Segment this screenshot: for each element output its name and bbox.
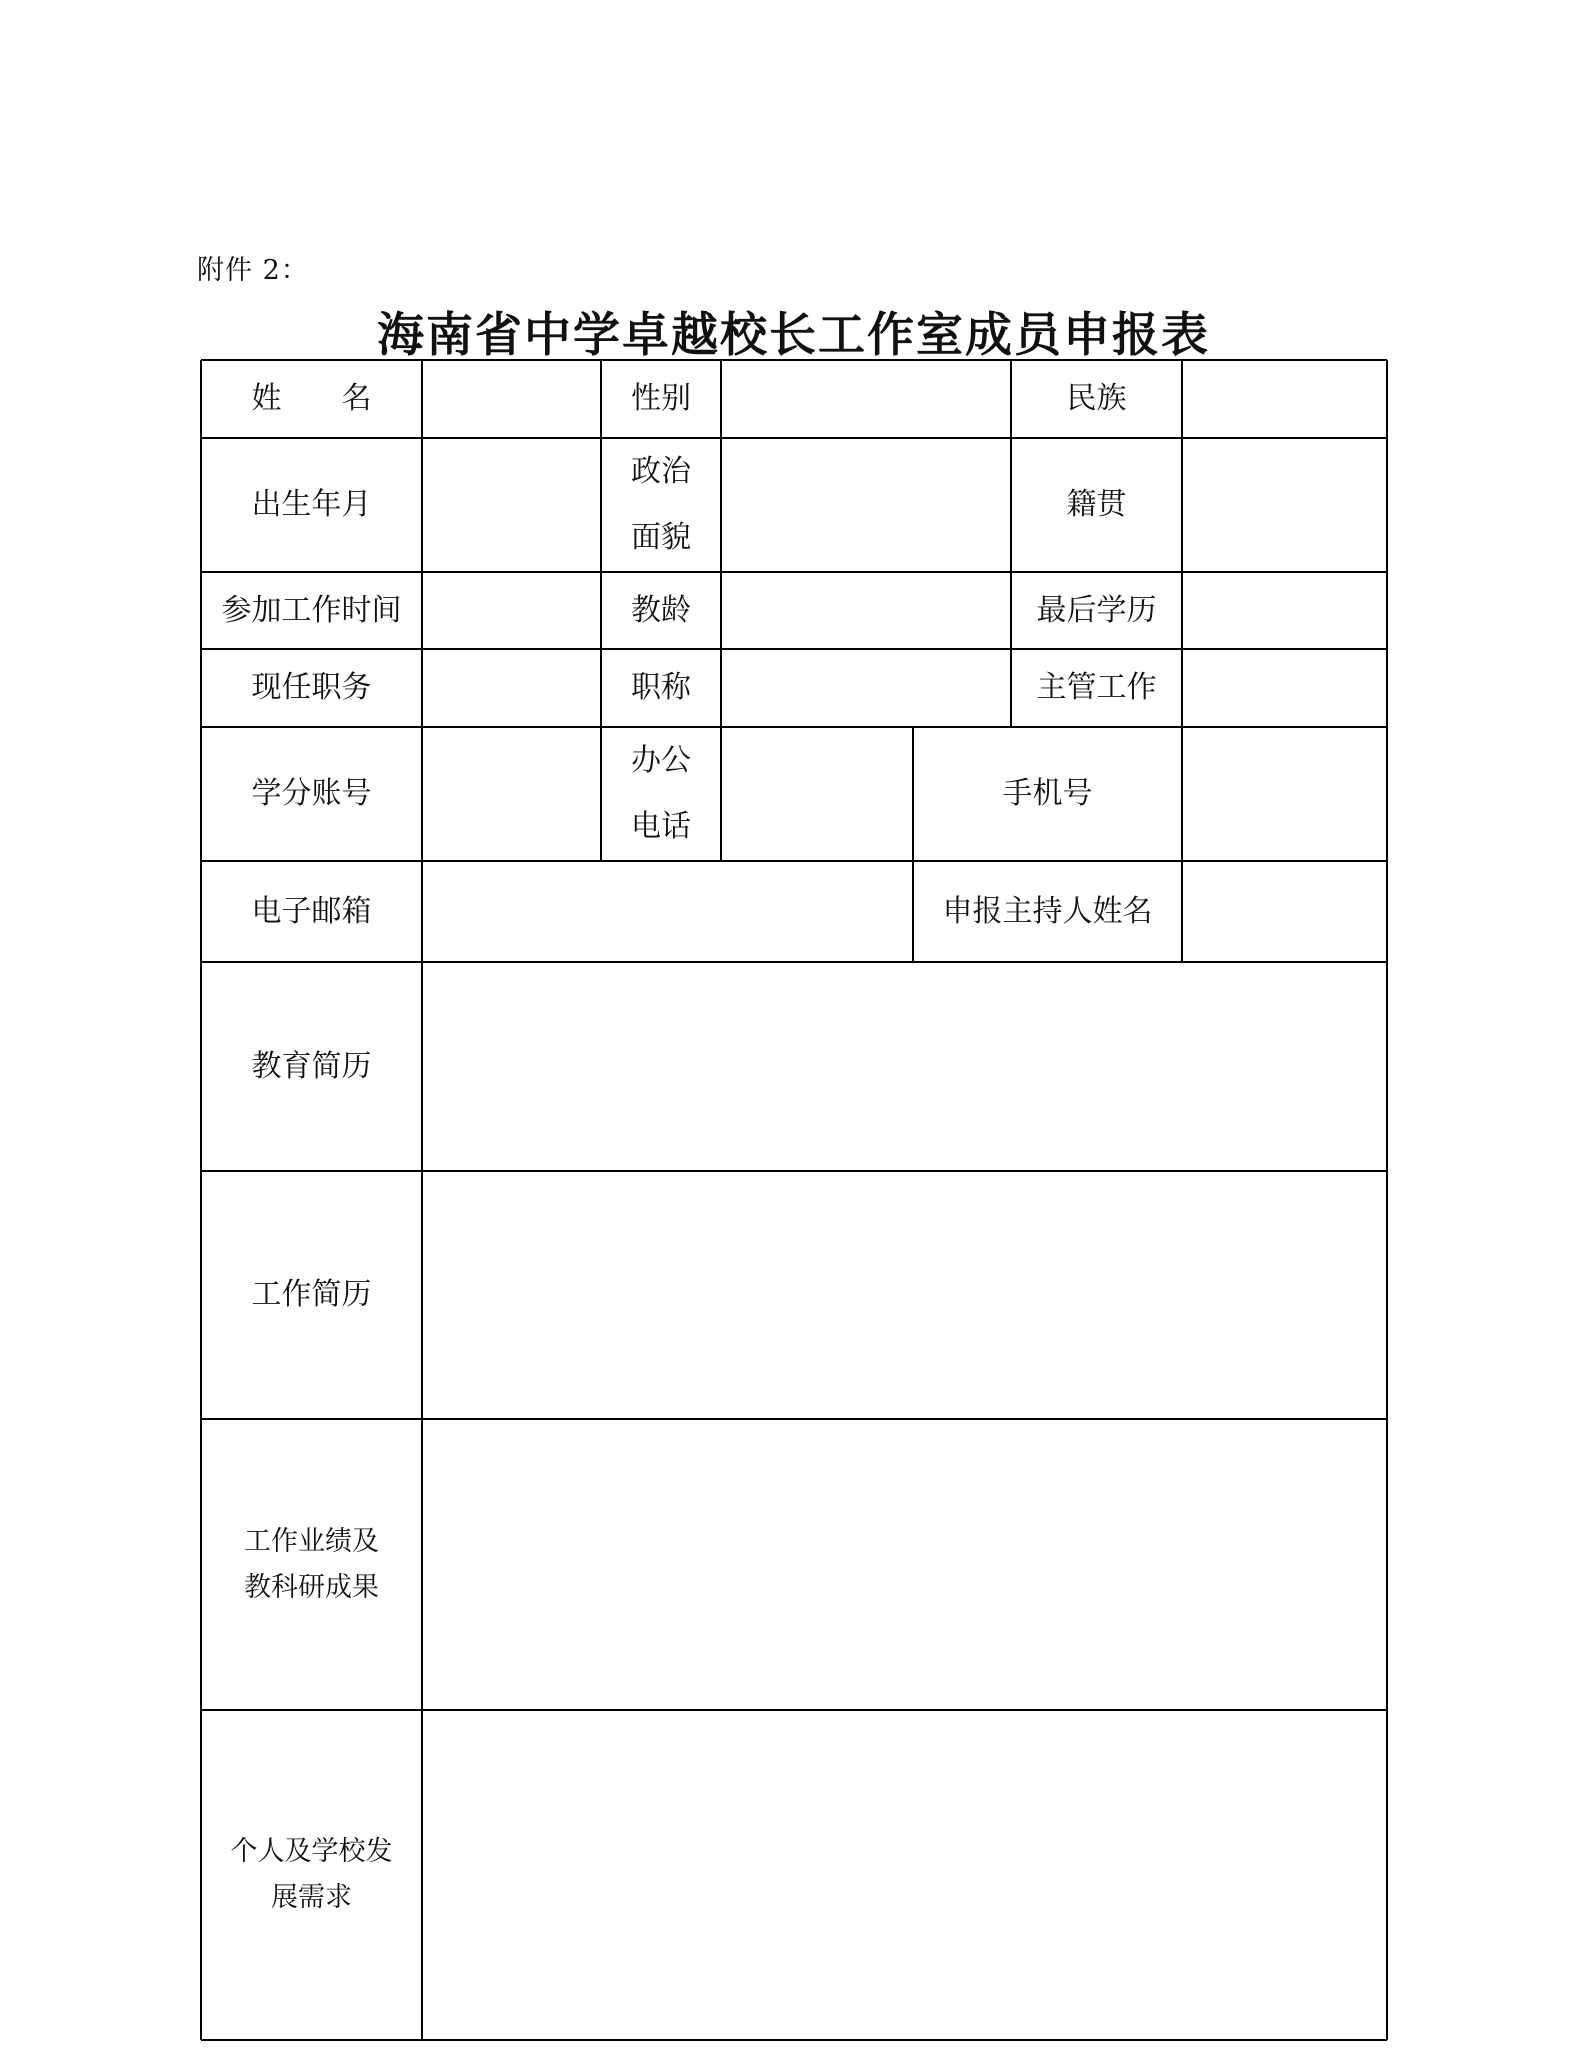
teaching-years-field[interactable] — [721, 572, 1011, 649]
email-label: 电子邮箱 — [251, 893, 372, 929]
position-label: 现任职务 — [251, 670, 372, 705]
education-history-field[interactable] — [422, 962, 1387, 1171]
teaching-years-label: 教龄 — [631, 592, 691, 628]
birth-label: 出生年月 — [251, 487, 372, 522]
attachment-label: 附件 2： — [197, 255, 309, 286]
host-name-field[interactable] — [1182, 861, 1387, 962]
credit-account-label: 学分账号 — [251, 776, 372, 811]
achievements-field[interactable] — [422, 1419, 1387, 1710]
education-field[interactable] — [1182, 572, 1387, 649]
credit-account-field[interactable] — [422, 727, 601, 861]
work-history-label: 工作简历 — [251, 1277, 372, 1312]
title-rank-field[interactable] — [721, 649, 1011, 727]
office-phone-field[interactable] — [721, 727, 913, 861]
achievements-label-line2: 教科研成果 — [244, 1571, 379, 1603]
native-place-label: 籍贯 — [1066, 487, 1127, 522]
work-start-field[interactable] — [422, 572, 601, 649]
host-name-label: 申报主持人姓名 — [942, 893, 1153, 929]
native-place-field[interactable] — [1182, 438, 1387, 572]
needs-label-line2: 展需求 — [271, 1882, 352, 1913]
political-field[interactable] — [721, 438, 1011, 572]
title-rank-label: 职称 — [631, 670, 691, 705]
office-phone-label-line1: 办公 — [631, 743, 691, 778]
ethnicity-label: 民族 — [1066, 381, 1127, 416]
gender-field[interactable] — [721, 360, 1011, 438]
name-field[interactable] — [422, 360, 601, 438]
political-label — [601, 438, 721, 572]
achievements-label-line1: 工作业绩及 — [244, 1525, 379, 1557]
education-history-label: 教育简历 — [251, 1048, 372, 1084]
needs-label — [201, 1710, 422, 2040]
mobile-field[interactable] — [1182, 727, 1387, 861]
education-label: 最后学历 — [1036, 592, 1157, 628]
achievements-label — [201, 1419, 422, 1710]
needs-label-line1: 个人及学校发 — [230, 1836, 393, 1867]
mobile-label: 手机号 — [1002, 776, 1093, 811]
political-label-line1: 政治 — [631, 454, 691, 489]
ethnicity-field[interactable] — [1182, 360, 1387, 438]
name-label: 姓 名 — [251, 381, 372, 416]
email-field[interactable] — [422, 861, 913, 962]
needs-field[interactable] — [422, 1710, 1387, 2040]
office-phone-label-line2: 电话 — [631, 809, 691, 844]
form-title: 海南省中学卓越校长工作室成员申报表 — [377, 308, 1210, 363]
office-phone-label — [601, 727, 721, 861]
position-field[interactable] — [422, 649, 601, 727]
work-history-field[interactable] — [422, 1171, 1387, 1419]
responsibility-label: 主管工作 — [1036, 670, 1157, 705]
responsibility-field[interactable] — [1182, 649, 1387, 727]
work-start-label: 参加工作时间 — [221, 592, 402, 628]
political-label-line2: 面貌 — [631, 520, 691, 555]
gender-label: 性别 — [631, 381, 691, 416]
birth-field[interactable] — [422, 438, 601, 572]
